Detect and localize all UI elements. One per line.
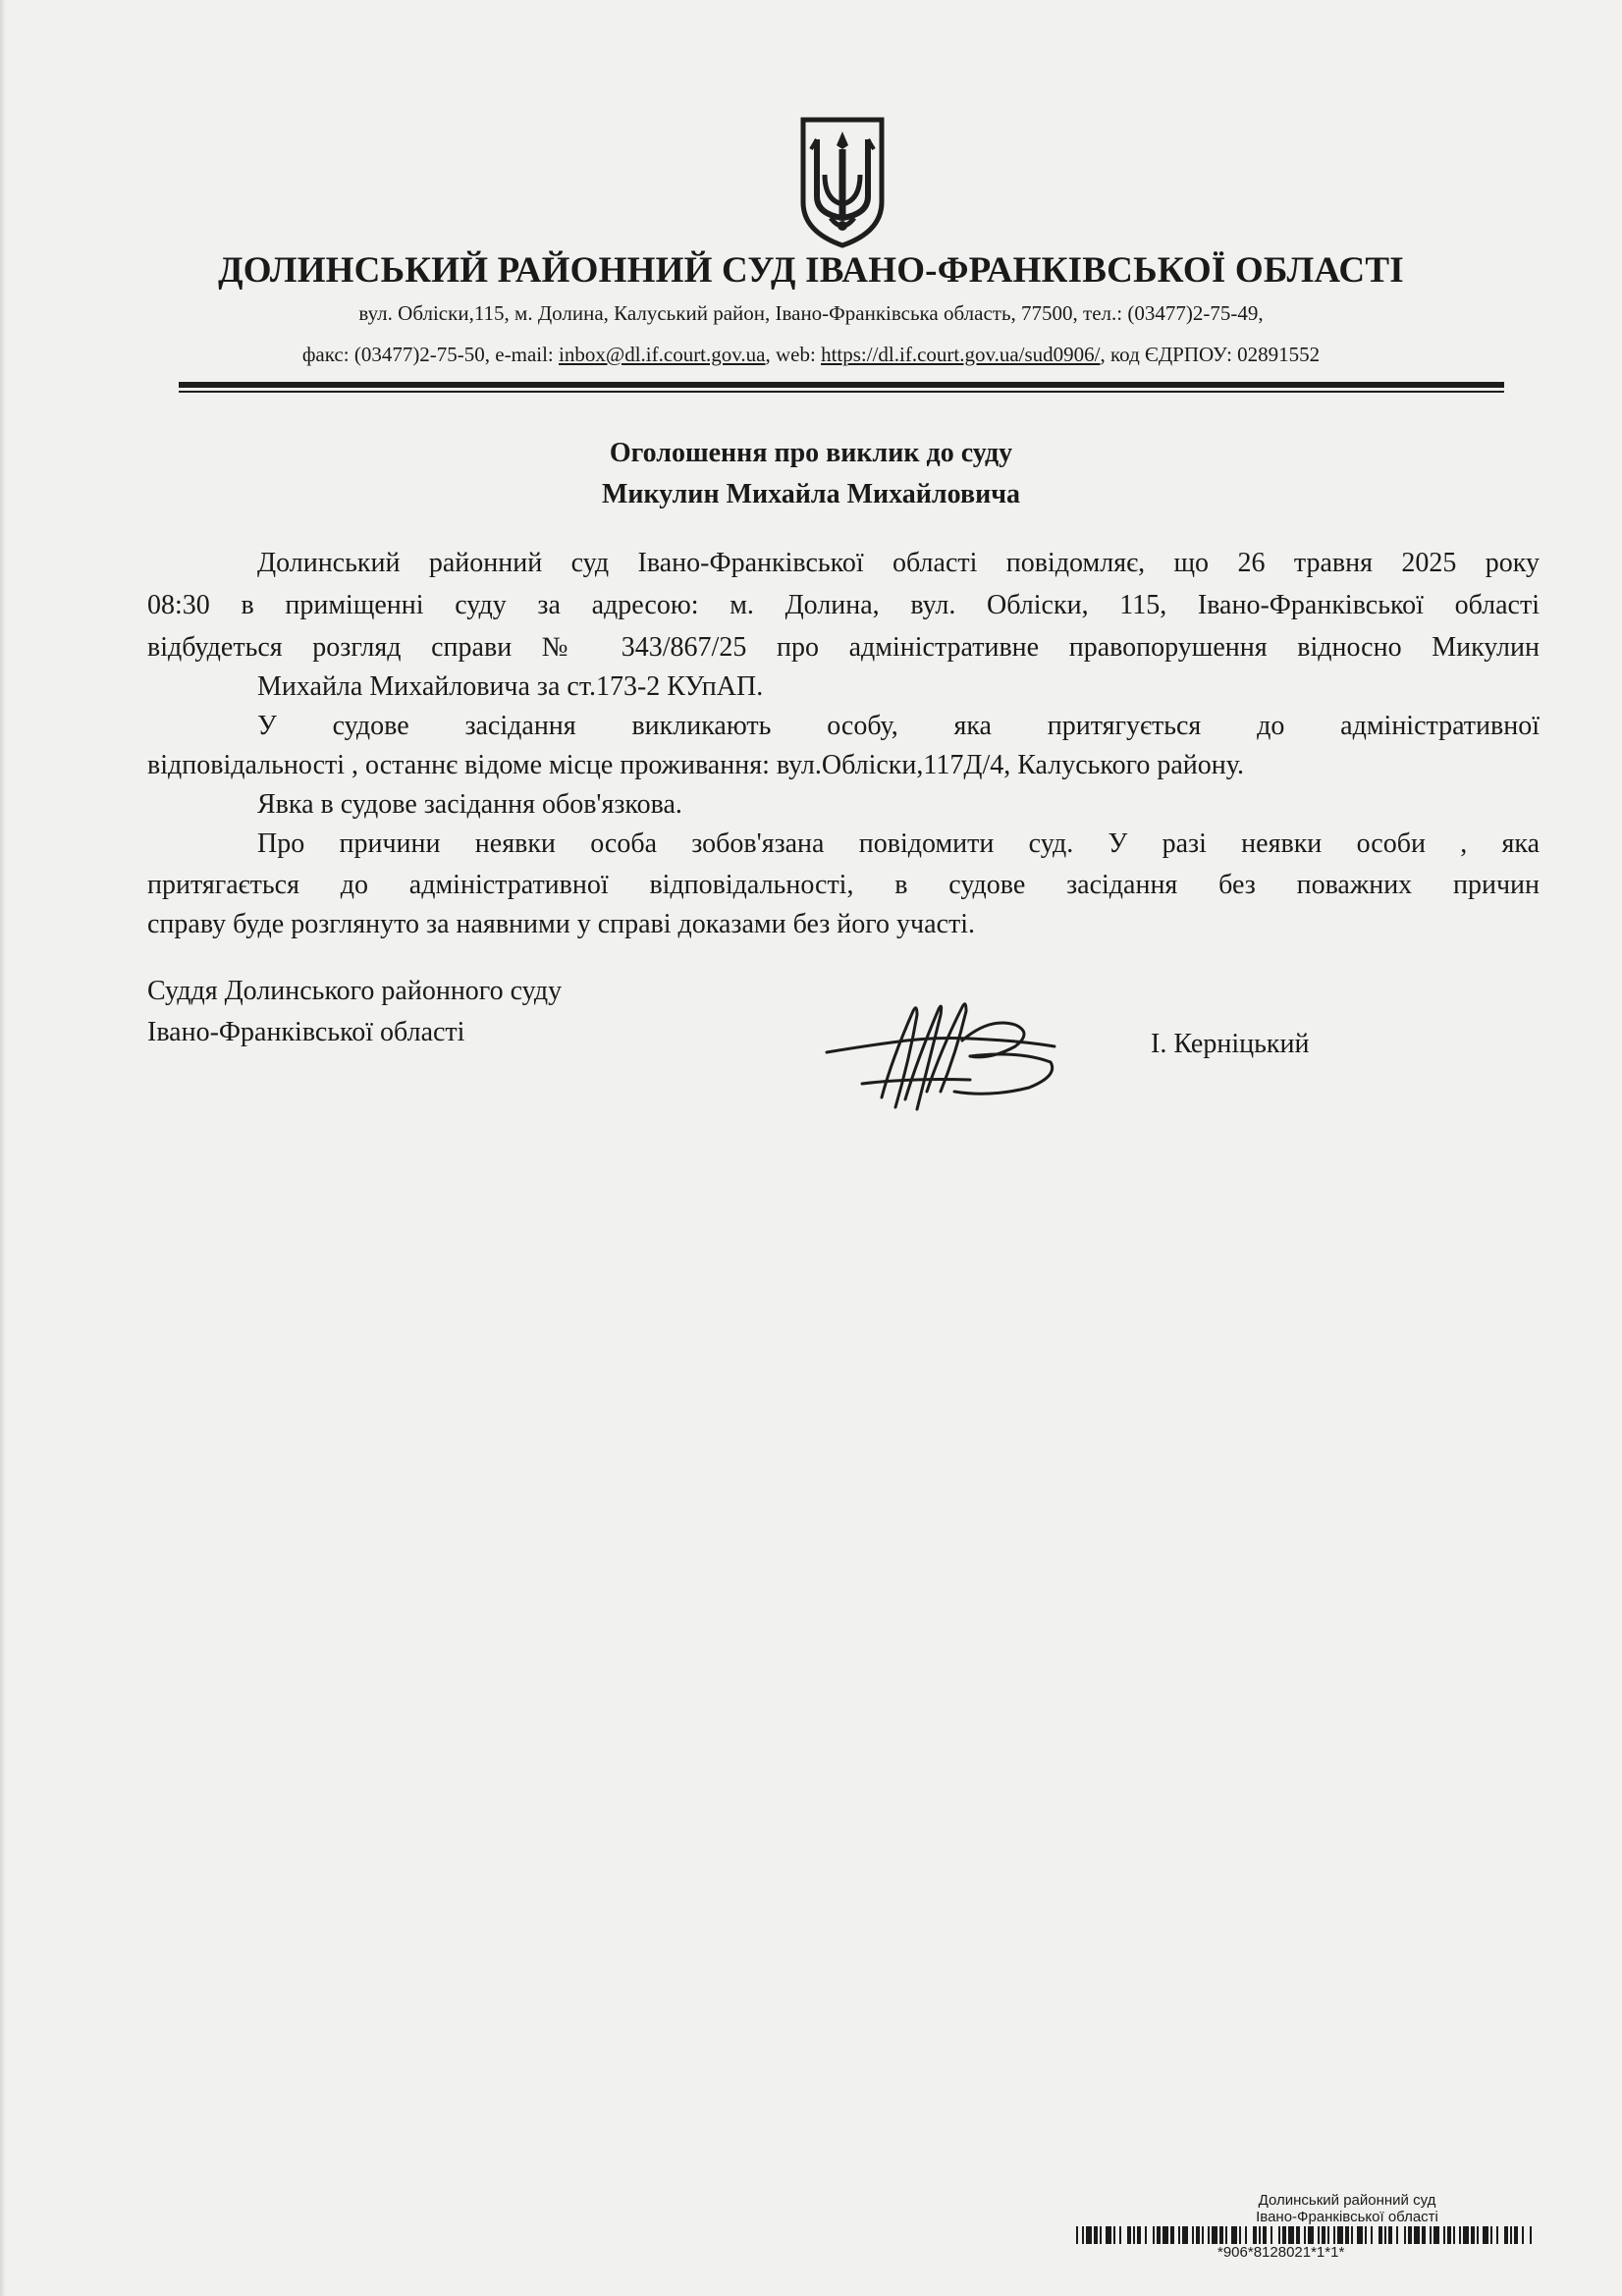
- header-divider-thin: [179, 391, 1504, 393]
- notice-subject-name: Микулин Михайла Михайловича: [602, 479, 1020, 509]
- judge-name: І. Керніцький: [1151, 1029, 1310, 1059]
- web-prefix: , web:: [765, 343, 822, 366]
- stamp-line-2: Івано-Франківської області: [1256, 2209, 1438, 2225]
- court-contacts: [0, 343, 1622, 367]
- judge-position-line-2: Івано-Франківської області: [147, 1017, 465, 1047]
- stamp-line-1: Долинський районний суд: [1258, 2192, 1436, 2209]
- paragraph-4-line-1: Про причини неявки особа зобов'язана повідомити суд. У разі неявки особи , яка: [257, 828, 1540, 859]
- paragraph-3: Явка в судове засідання обов'язкова.: [257, 789, 682, 820]
- paragraph-1-line-2: 08:30 в приміщенні суду за адресою: м. Долина, вул. Обліски, 115, Івано-Франківської області: [147, 590, 1540, 620]
- email-link[interactable]: inbox@dl.if.court.gov.ua: [559, 343, 766, 366]
- paragraph-1-line-3: відбудеться розгляд справи № 343/867/25 про адміністративне правопорушення відносно Микулин: [147, 632, 1540, 663]
- website-link[interactable]: https://dl.if.court.gov.ua/sud0906/: [821, 343, 1101, 366]
- notice-title: Оголошення про виклик до суду: [609, 438, 1013, 468]
- court-name: ДОЛИНСЬКИЙ РАЙОННИЙ СУД ІВАНО-ФРАНКІВСЬКОЇ ОБЛАСТІ: [218, 250, 1404, 291]
- paragraph-1-line-1: Долинський районний суд Івано-Франківської області повідомляє, що 26 травня 2025 року: [257, 548, 1540, 578]
- contact-prefix: факс: (03477)2-75-50, e-mail:: [301, 343, 560, 366]
- barcode-number: *906*8128021*1*1*: [1217, 2244, 1345, 2261]
- paragraph-2-line-1: У судове засідання викликають особу, яка притягується до адміністративної: [257, 711, 1540, 741]
- paragraph-4-line-3: справу буде розглянуто за наявними у справі доказами без його участі.: [147, 909, 976, 939]
- registration-stamp: [1219, 2192, 1534, 2225]
- header-divider-thick: [179, 382, 1504, 388]
- edrpou-code: , код ЄДРПОУ: 02891552: [1100, 343, 1321, 366]
- coat-of-arms-icon: [797, 116, 888, 249]
- handwritten-signature: [823, 982, 1068, 1119]
- court-address: вул. Облiски,115, м. Долина, Калуський район, Івано-Франківська область, 77500, тел.: (03477)2-75-49,: [358, 301, 1264, 325]
- barcode-icon: [1076, 2226, 1534, 2244]
- paragraph-1-line-4: Михайла Михайловича за ст.173-2 КУпАП.: [257, 671, 764, 702]
- judge-position-line-1: Суддя Долинського районного суду: [147, 976, 563, 1006]
- paragraph-4-line-2: притягається до адміністративної відповідальності, в судове засідання без поважних причин: [147, 870, 1540, 900]
- paragraph-2-line-2: відповідальності , останнє відоме місце проживання: вул.Обліски,117Д/4, Калуського району.: [147, 750, 1244, 780]
